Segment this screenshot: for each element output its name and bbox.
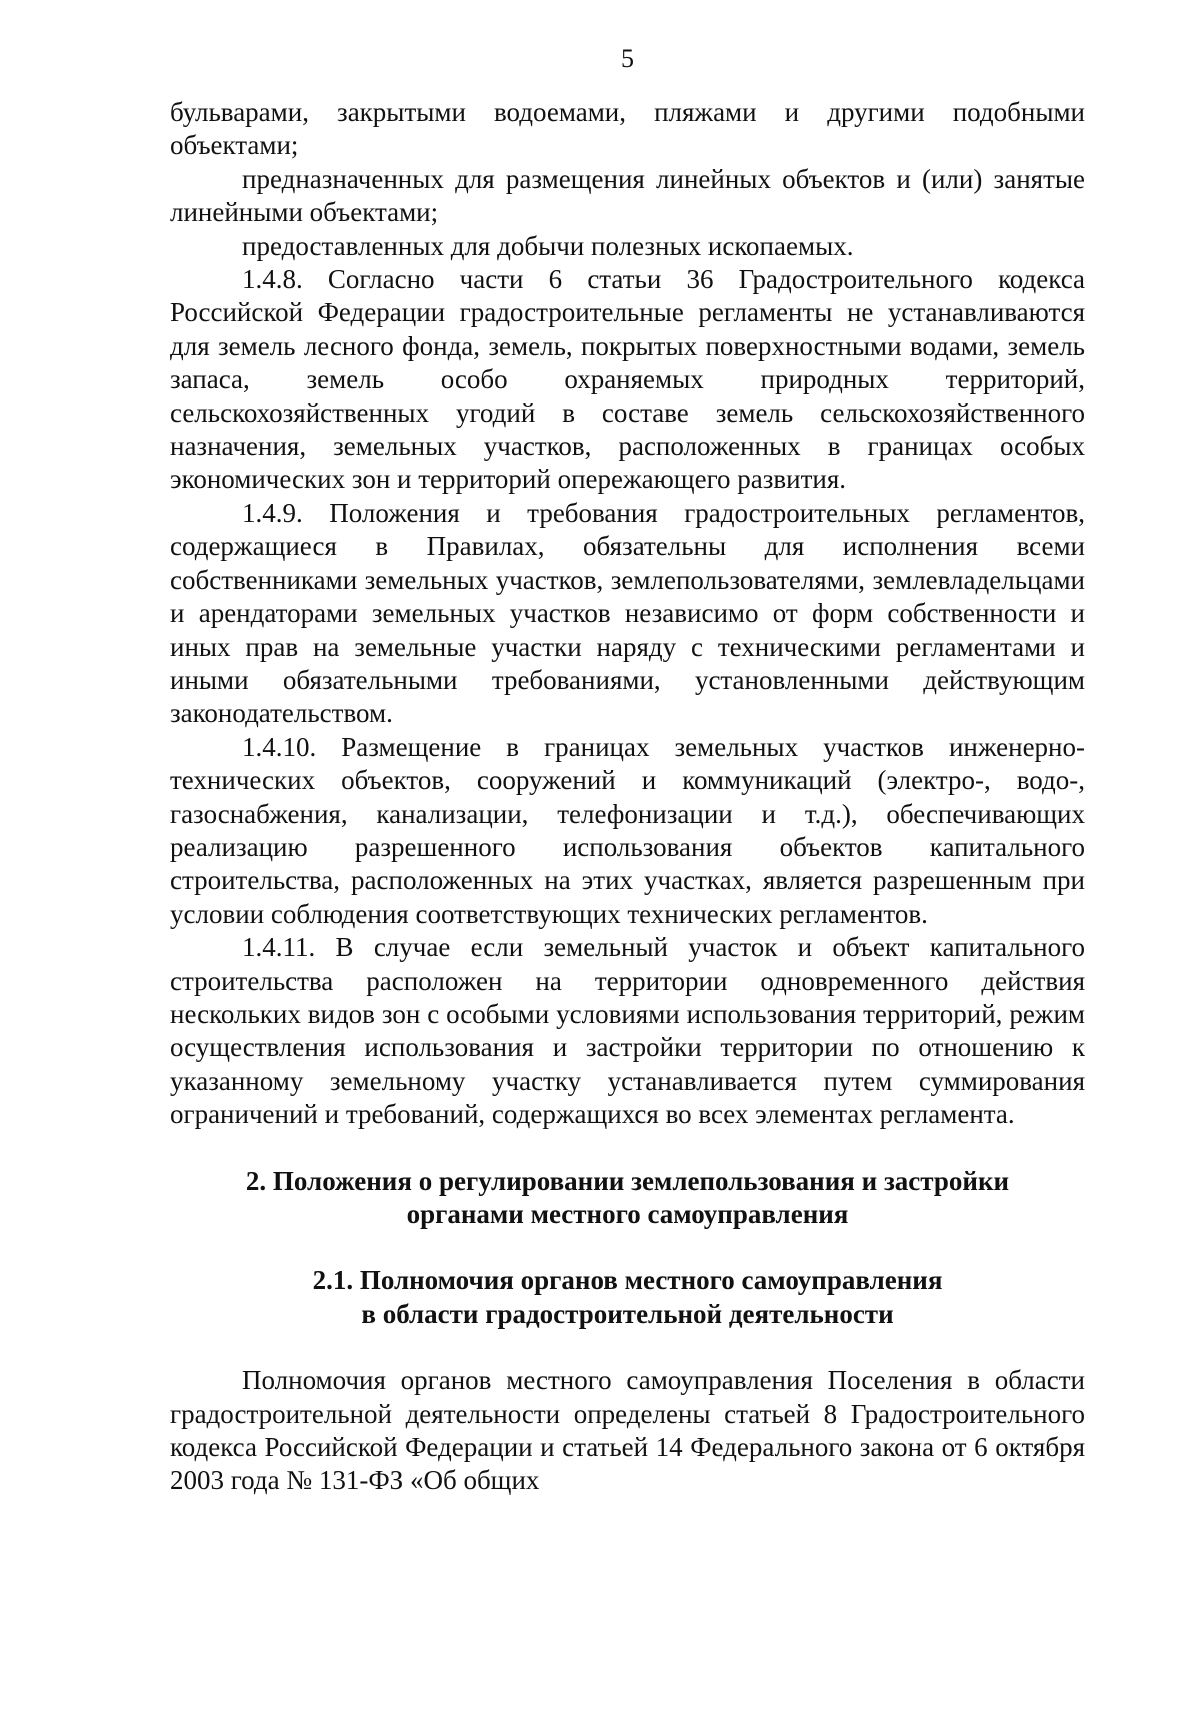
document-page [170, 0, 1085, 1498]
paragraph-linear-objects: предназначенных для размещения линейных объектов и (или) занятые линейными объектами; [170, 163, 1085, 228]
subsection-heading [170, 1264, 1085, 1331]
paragraph-powers: Полномочия органов местного самоуправления Поселения в области градостроительной деятельности определены статьей 8 Градостроительного кодекса Российской Федерации и статьей 14 Федерального закона от 6 октября 2003 года № 131-ФЗ «Об общих [170, 1365, 1085, 1496]
spacer [170, 1132, 1085, 1165]
spacer [170, 1231, 1085, 1264]
subsection-heading-line-2: в области градостроительной деятельности [361, 1298, 894, 1329]
spacer [170, 1331, 1085, 1364]
section-heading-line-2: органами местного самоуправления [406, 1199, 849, 1229]
paragraph-1-4-11: 1.4.11. В случае если земельный участок и объект капитального строительства расположен на территории одновременного действия нескольких видов зон с особыми условиями использования территорий, режим осуществления использования и застройки территории по отношению к указанному земельному участку устанавливается путем суммирования ограничений и требований, содержащихся во всех элементах регламента. [170, 932, 1085, 1130]
paragraph-mining: предоставленных для добычи полезных ископаемых. [242, 230, 854, 261]
paragraph-1-4-9: 1.4.9. Положения и требования градостроительных регламентов, содержащиеся в Правилах, обязательны для исполнения всеми собственниками земельных участков, землепользователями, землевладельцами и арендаторами земельных участков независимо от форм собственности и иных прав на земельные участки наряду с техническими регламентами и иными обязательными требованиями, установленными действующим законодательством. [170, 497, 1085, 729]
paragraph-continuation: бульварами, закрытыми водоемами, пляжами и другими подобными объектами; [170, 97, 1085, 161]
subsection-heading-line-1: 2.1. Полномочия органов местного самоуправления [312, 1265, 943, 1296]
section-heading [170, 1165, 1085, 1232]
paragraph-1-4-8: 1.4.8. Согласно части 6 статьи 36 Градостроительного кодекса Российской Федерации градостроительные регламенты не устанавливаются для земель лесного фонда, земель, покрытых поверхностными водами, земель запаса, земель особо охраняемых природных территорий, сельскохозяйственных угодий в составе земель сельскохозяйственного назначения, земельных участков, расположенных в границах особых экономических зон и территорий опережающего развития. [170, 264, 1085, 495]
page-number: 5 [621, 44, 634, 73]
section-heading-line-1: 2. Положения о регулировании землепользования и застройки [245, 1165, 1010, 1196]
paragraph-1-4-10: 1.4.10. Размещение в границах земельных участков инженерно-технических объектов, сооружений и коммуникаций (электро-, водо-, газоснабжения, канализации, телефонизации и т.д.), обеспечивающих реализацию разрешенного использования объектов капитального строительства, расположенных на этих участках, является разрешенным при условии соблюдения соответствующих технических регламентов. [170, 731, 1085, 929]
